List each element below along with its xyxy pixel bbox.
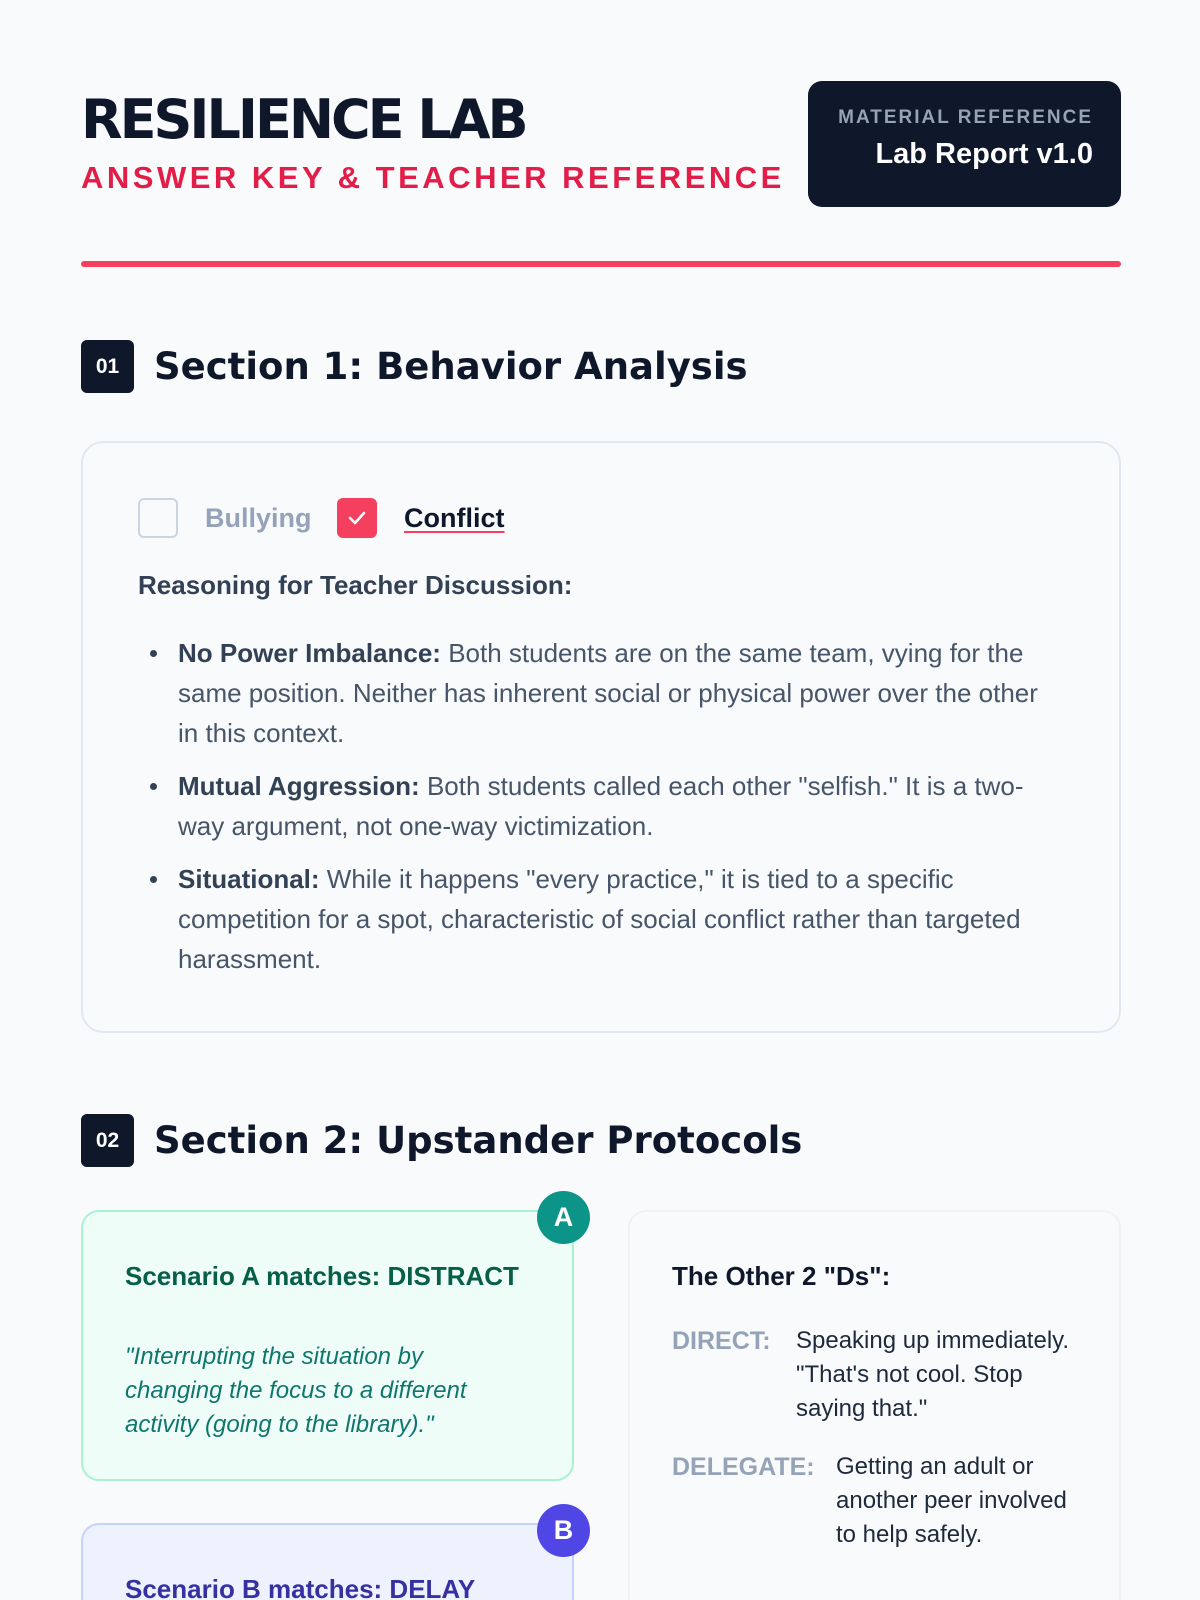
reasoning-list: [138, 633, 1058, 992]
section2-number-badge: 02: [81, 1114, 134, 1167]
section1-number-badge: 01: [81, 340, 134, 393]
delegate-row: [672, 1450, 1092, 1560]
header-divider: [81, 261, 1121, 267]
material-reference-value: Lab Report v1.0: [875, 138, 1093, 170]
scenario-a-title: Scenario A matches: DISTRACT: [125, 1261, 519, 1291]
answer-key-page: [81, 0, 1121, 1600]
bullet-text: While it happens "every practice," it is tied to a specific competition for a spot, characteristic of social conflict rather than targeted harassment.: [178, 864, 1021, 974]
list-item: [138, 633, 1058, 753]
material-reference-label: MATERIAL REFERENCE: [838, 107, 1093, 128]
bullet-term: Mutual Aggression:: [178, 771, 420, 801]
conflict-label: Conflict: [404, 503, 505, 533]
bullet-text: Both students are on the same team, vying for the same position. Neither has inherent social or physical power over the other in this context.: [178, 638, 1038, 748]
brand-subtitle: ANSWER KEY & TEACHER REFERENCE: [81, 160, 785, 195]
bullet-text: Both students called each other "selfish." It is a two-way argument, not one-way victimization.: [178, 771, 1024, 841]
brand-title: RESILIENCE LAB: [81, 88, 526, 151]
section2-title: Section 2: Upstander Protocols: [154, 1119, 803, 1162]
scenario-a-badge: A: [537, 1191, 590, 1244]
scenario-b-badge: B: [537, 1504, 590, 1557]
material-reference-box: [808, 81, 1121, 207]
delegate-text: Getting an adult or another peer involved to help safely.: [836, 1453, 1067, 1548]
other-ds-card: [628, 1210, 1121, 1600]
scenario-b-card: [81, 1523, 574, 1600]
section2-heading: [81, 1114, 881, 1168]
bullet-term: Situational:: [178, 864, 320, 894]
other-ds-title: The Other 2 "Ds":: [672, 1261, 891, 1291]
bullying-label: Bullying: [205, 503, 312, 533]
conflict-checkbox[interactable]: [337, 498, 377, 538]
list-item: [138, 766, 1058, 846]
reasoning-title: Reasoning for Teacher Discussion:: [138, 570, 573, 600]
direct-text: Speaking up immediately. "That's not cool. Stop saying that.": [796, 1327, 1070, 1422]
scenario-b-title: Scenario B matches: DELAY: [125, 1574, 476, 1600]
section1-heading: [81, 340, 881, 394]
list-item: [138, 859, 1058, 979]
scenario-a-card: [81, 1210, 574, 1481]
checkmark-icon: [346, 507, 368, 529]
bullet-term: No Power Imbalance:: [178, 638, 441, 668]
behavior-analysis-card: [81, 441, 1121, 1033]
delegate-label: DELEGATE:: [672, 1453, 815, 1481]
direct-row: [672, 1324, 1092, 1434]
section1-title: Section 1: Behavior Analysis: [154, 345, 748, 388]
scenario-a-quote: "Interrupting the situation by changing the focus to a different activity (going to the library).": [125, 1343, 467, 1438]
direct-label: DIRECT:: [672, 1327, 771, 1355]
bullying-checkbox[interactable]: [138, 498, 178, 538]
